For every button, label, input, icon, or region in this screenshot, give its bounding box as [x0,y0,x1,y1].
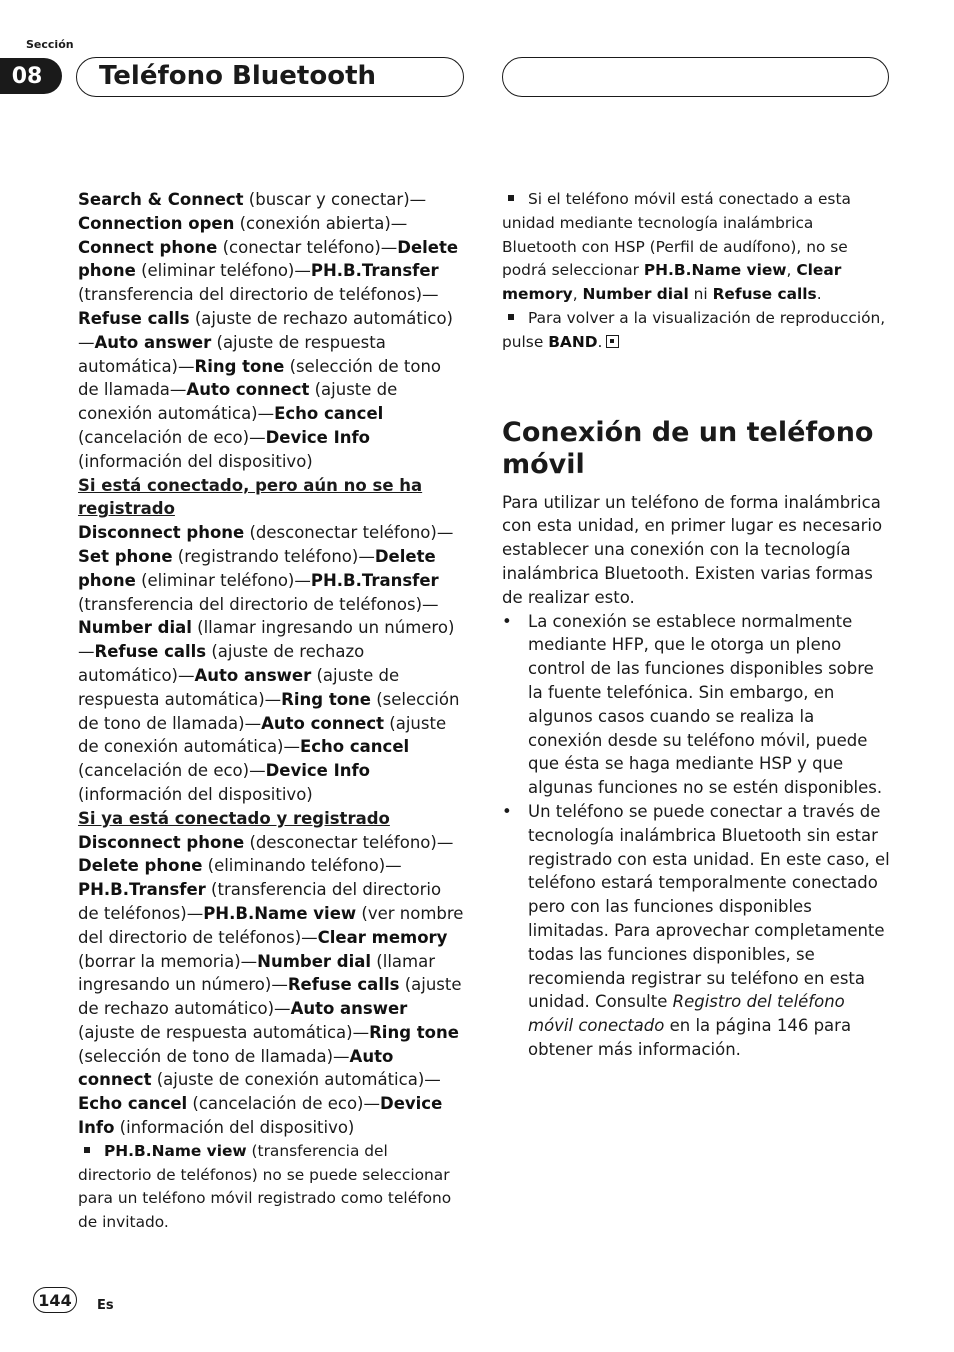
text: (ajuste de conexión automática)— [151,1070,441,1090]
text: (llamar ingresando un número)— [78,618,455,662]
text: (transferencia del directorio de teléfonos)— [78,285,439,305]
term: Refuse calls [287,975,400,995]
section-heading: Conexión de un teléfono móvil [502,416,874,480]
term: Refuse calls [94,642,207,662]
term: Disconnect phone [78,523,245,543]
text: . [597,332,603,351]
text: (transferencia del directorio de teléfonos) no se puede seleccionar para un teléfono móvil registrado como teléfono de invitado. [78,1141,452,1232]
subheading-connected-registered: Si ya está conectado y registrado [78,808,390,828]
bullet-text [528,802,890,1059]
term: Echo cancel [300,737,410,757]
term: Auto connect [186,380,310,400]
note-hsp [502,188,890,307]
note-square-icon [508,314,514,320]
text: en la página 146 para obtener más información. [528,1016,852,1059]
term: PH.B.Transfer [78,880,206,900]
text: (conectar teléfono)— [217,237,398,257]
text: , [572,285,583,304]
term: PH.B.Name view [643,261,787,280]
text: (ajuste de rechazo automático)— [78,308,453,352]
subheading-connected-unregistered: Si está conectado, pero aún no se ha registrado [78,475,423,519]
text: (información del dispositivo) [78,451,313,471]
text: Para volver a la visualización de reproducción, pulse [502,308,886,351]
term: Refuse calls [712,285,817,304]
section-title: Teléfono Bluetooth [76,57,464,97]
term: Echo cancel [78,1094,188,1114]
term: PH.B.Transfer [310,570,439,590]
bullet-text: La conexión se establece normalmente mediante HFP, que le otorga un pleno control de las funciones disponibles sobre la fuente telefónica. Sin embargo, en algunos casos cuando se realiza la conexión desde su teléfono móvil, puede que ésta se haga mediante HSP y que algunas funciones no se estén disponibles. [528,611,883,798]
text: (borrar la memoria)— [78,951,258,971]
text: Un teléfono se puede conectar a través de tecnología inalámbrica Bluetooth sin estar registrado con esta unidad. En este caso, el teléfono estará temporalmente conectado pero con las funciones disponibles limitadas. Para aprovechar completamente todas las funciones disponibles, se recomienda registrar su teléfono en esta unidad. Consulte [528,801,890,1012]
text: (ajuste de conexión automática)— [78,380,398,424]
term: Auto answer [290,999,408,1019]
cross-reference: Registro del teléfono móvil conectado [528,992,845,1036]
text: (ajuste de respuesta automática)— [78,665,400,709]
menu-list-connected-unregistered [78,521,466,807]
term: Device Info [265,761,370,781]
bullet-item-hfp [502,610,890,800]
section-label: Sección [26,38,74,51]
text: (ajuste de rechazo automático)— [78,975,462,1019]
term: Delete phone [78,856,203,876]
left-column [78,188,466,1235]
text: (eliminando teléfono)— [202,856,402,876]
right-column [502,188,890,1062]
text: (conexión abierta)— [234,213,408,233]
term: Number dial [78,618,192,638]
term: Ring tone [194,356,285,376]
text: ni [688,285,713,304]
text: (ajuste de respuesta automática)— [78,1022,370,1042]
text: (ajuste de rechazo automático)— [78,642,365,685]
text: (selección de tono de llamada)— [78,1046,350,1066]
term: Number dial [582,285,689,304]
term: Search & Connect [78,190,244,209]
term: Disconnect phone [78,832,245,852]
text: (eliminar teléfono)— [135,261,311,281]
text: (eliminar teléfono)— [135,570,311,590]
term: Ring tone [281,689,371,709]
term: Number dial [257,951,372,971]
menu-list-connected-registered [78,831,466,1140]
term: Clear memory [317,927,448,947]
note-square-icon [508,195,514,201]
term: Device Info [265,427,370,447]
term: PH.B.Name view [104,1141,247,1160]
text: (ver nombre del directorio de teléfonos)— [78,903,464,947]
text: (cancelación de eco)— [187,1094,380,1114]
text: Si el teléfono móvil está conectado a esta unidad mediante tecnología inalámbrica Bluetooth con HSP (Perfil de audífono), no se podrá seleccionar [502,190,851,280]
end-mark-icon [606,335,619,348]
text: (cancelación de eco)— [78,761,266,781]
term: Clear memory [502,261,842,304]
text: (selección de tono de llamada)— [78,689,460,733]
section-number-badge: 08 [0,58,62,94]
text: (cancelación de eco)— [78,427,266,447]
term: Ring tone [369,1022,459,1042]
term: Delete phone [78,237,459,281]
bullet-dot-icon: • [502,801,512,821]
text: (información del dispositivo) [114,1118,355,1138]
note-guest-phone [78,1140,466,1235]
text: , [786,261,797,280]
text: (ajuste de respuesta automática)— [78,332,386,376]
text: (desconectar teléfono)— [244,832,454,852]
text: (desconectar teléfono)— [244,523,454,543]
term: PH.B.Transfer [310,261,439,281]
page-number: 144 [33,1287,77,1313]
text: (ajuste de conexión automática)— [78,713,447,757]
term: PH.B.Name view [203,903,357,923]
term: Refuse calls [78,308,190,328]
text: (registrando teléfono)— [172,546,375,566]
term: Connect phone [78,237,218,257]
intro-paragraph: Para utilizar un teléfono de forma inalámbrica con esta unidad, en primer lugar es necesario establecer una conexión con la tecnología inalámbrica Bluetooth. Existen varias formas de realizar esto. [502,492,883,607]
text: (buscar y conectar)— [243,190,427,209]
term: Echo cancel [274,404,384,424]
term: Connection open [78,213,235,233]
text: (transferencia del directorio de teléfonos)— [78,594,439,614]
term: Auto connect [78,1046,394,1090]
note-square-icon [84,1147,90,1153]
term: Auto answer [94,332,212,352]
text: (transferencia del directorio de teléfonos)— [78,880,442,923]
text: . [816,285,822,304]
language-code: Es [97,1298,114,1313]
note-band [502,307,890,355]
bullet-item-unregistered [502,800,890,1062]
bullet-dot-icon: • [502,611,512,631]
term: Device Info [78,1094,443,1138]
text: (información del dispositivo) [78,784,313,804]
term: BAND [548,332,598,351]
text: (selección de tono de llamada— [78,356,442,400]
menu-list-unconnected [78,188,466,474]
term: Auto connect [261,713,385,733]
term: Delete phone [78,546,436,590]
text: (llamar ingresando un número)— [78,951,435,995]
term: Auto answer [194,665,312,685]
term: Set phone [78,546,173,566]
header-empty-pill [502,57,889,97]
